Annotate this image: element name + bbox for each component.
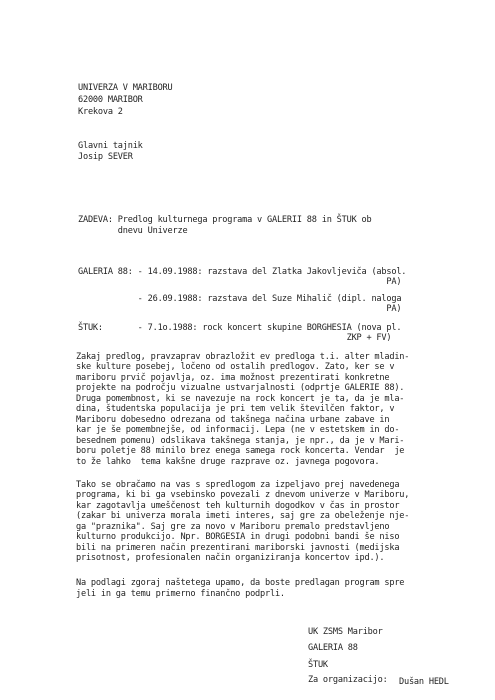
body-paragraph-1-line: to že lahko tema kakšne druge razprave oz. javnega pogovora. <box>76 457 380 467</box>
body-paragraph-2-line: programa, ki bi ga vsebinsko povezali z dnevom univerze v Mariboru, <box>76 490 410 500</box>
program-galeria-row-2-cont: PA) <box>78 304 402 314</box>
body-paragraph-2-line: kulturno produkcijo. Npr. BORGESIA in drugi podobni bandi še niso <box>76 532 400 542</box>
body-paragraph-1-line: Mariboru dobesedno odrezana od takšnega načina urbane zabave in <box>76 415 390 425</box>
signature-label: Za organizacijo: <box>308 675 388 685</box>
body-paragraph-2-line: (zakar bi univerza morala imeti interes, saj gre za obeleženje nje- <box>76 511 410 521</box>
body-paragraph-1-line: besednem pomenu) odslikava takšnega stanja, je npr., da je v Mari- <box>76 436 405 446</box>
body-paragraph-1-line: boru poletje 88 minilo brez enega samega rock koncerta. Vendar je <box>76 446 405 456</box>
body-paragraph-1-line: Druga pomembnost, ki se navezuje na rock koncert je ta, da je mla- <box>76 394 405 404</box>
sender-street: Krekova 2 <box>78 107 123 117</box>
sender-university: UNIVERZA V MARIBORU <box>78 83 173 93</box>
body-paragraph-2-line: Tako se obračamo na vas s spredlogom za izpeljavo prej navedenega <box>76 480 400 490</box>
body-paragraph-2-line: kar zagotavlja umeščenost teh kulturnih dogodkov v čas in prostor <box>76 501 400 511</box>
body-paragraph-2-line: bili na primeren način prezentirani mariborski javnosti (medijska <box>76 543 400 553</box>
recipient-title: Glavni tajnik <box>78 141 143 151</box>
body-paragraph-2-line: prisotnost, profesionalen način organiziranja koncertov ipd.). <box>76 553 385 563</box>
signature-org-1: UK ZSMS Maribor <box>308 627 383 637</box>
sender-postcode: 62000 MARIBOR <box>78 95 143 105</box>
program-stuk-row: ŠTUK: - 7.1o.1988: rock koncert skupine BORGHESIA (nova pl. <box>78 323 402 333</box>
signature-org-3: ŠTUK <box>308 660 328 670</box>
signature-name: Dušan HEDL <box>399 677 449 687</box>
body-paragraph-1-line: projekte na področju vizualne ustvarjalnosti (odprtje GALERIE 88). <box>76 383 405 393</box>
body-paragraph-1-line: Zakaj predlog, pravzaprav obrazložit ev predloga t.i. alter mladin- <box>76 352 410 362</box>
program-galeria-row-1: GALERIA 88: - 14.09.1988: razstava del Zlatka Jakovljeviča (absol. <box>78 267 407 277</box>
subject-line-2: dnevu Univerze <box>78 226 188 236</box>
body-paragraph-1-line: ske kulture posebej, ločeno od ostalih predlogov. Zato, ker se v <box>76 362 395 372</box>
body-paragraph-1-line: dina, študentska populacija je pri tem velik številčen faktor, v <box>76 404 395 414</box>
body-paragraph-3-line: jeli in ga temu primerno finančno podprli. <box>76 589 285 599</box>
subject-line-1: ZADEVA: Predlog kulturnega programa v GALERII 88 in ŠTUK ob <box>78 215 372 225</box>
body-paragraph-3-line: Na podlagi zgoraj naštetega upamo, da boste predlagan program spre <box>76 578 405 588</box>
program-galeria-row-1-cont: PA) <box>78 277 402 287</box>
body-paragraph-2-line: ga "praznika". Saj gre za novo v Mariboru premalo predstavljeno <box>76 522 390 532</box>
signature-org-2: GALERIA 88 <box>308 643 358 653</box>
program-stuk-row-cont: ZKP + FV) <box>78 333 392 343</box>
program-galeria-row-2: - 26.09.1988: razstava del Suze Mihalič (dipl. naloga <box>78 294 402 304</box>
recipient-name: Josip SEVER <box>78 152 133 162</box>
body-paragraph-1-line: kar je še pomembnejše, od informacij. Lepa (ne v estetskem in do- <box>76 425 400 435</box>
body-paragraph-1-line: mariboru prvič pojavlja, oz. ima možnost prezentirati konkretne <box>76 373 390 383</box>
